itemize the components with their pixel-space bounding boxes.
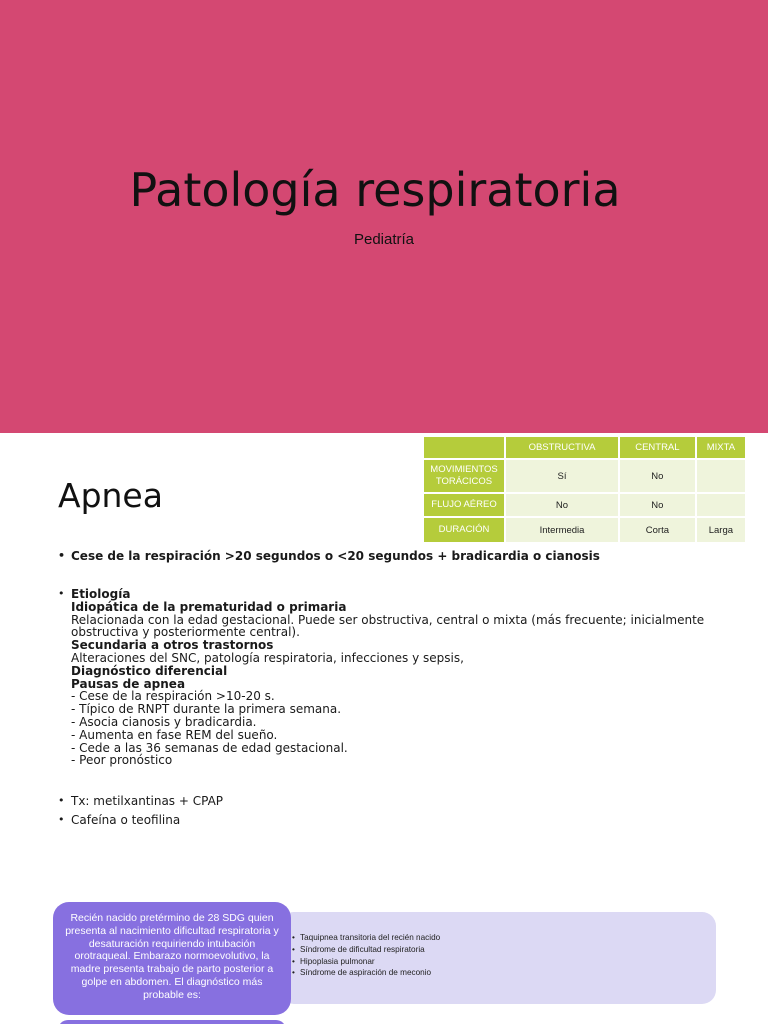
pausas-item: - Aumenta en fase REM del sueño. xyxy=(71,727,278,742)
row-label: DURACIÓN xyxy=(423,517,505,543)
bullet-definition xyxy=(58,549,600,563)
table-header-cell xyxy=(423,436,505,459)
table-header-cell: OBSTRUCTIVA xyxy=(505,436,619,459)
option-item: • Hipoplasia pulmonar xyxy=(292,956,440,968)
slide-title-apnea: Apnea xyxy=(58,476,163,515)
presentation-subtitle: Pediatría xyxy=(353,231,415,248)
question-box: Recién nacido pretérmino de 28 SDG quien presenta al nacimiento dificultad respiratoria y desaturación requiriendo intubación orotraqueal. Embarazo normoevolutivo, la madre presenta trabajo de parto posterior a golpe en abdomen. El diagnóstico más probable es: xyxy=(53,902,291,1015)
pausas-heading: Pausas de apnea xyxy=(71,676,186,691)
table-row xyxy=(423,517,746,543)
bullet-icon: • xyxy=(58,587,65,600)
table-cell: No xyxy=(619,493,696,517)
bullet-icon: • xyxy=(58,794,65,807)
table-cell: Intermedia xyxy=(505,517,619,543)
table-cell xyxy=(696,493,746,517)
table-row xyxy=(423,493,746,517)
row-label: MOVIMIENTOS TORÁCICOS xyxy=(423,459,505,493)
option-item: • Síndrome de aspiración de meconio xyxy=(292,967,440,979)
table-cell: Corta xyxy=(619,517,696,543)
secundaria-heading: Secundaria a otros trastornos xyxy=(71,638,274,653)
table-cell: Larga xyxy=(696,517,746,543)
apnea-types-table xyxy=(422,435,747,544)
table-header-cell: CENTRAL xyxy=(619,436,696,459)
bullet-text: Cese de la respiración >20 segundos o <20 segundos + bradicardia o cianosis xyxy=(71,549,600,563)
bullet-tx xyxy=(58,794,223,808)
presentation-title: Patología respiratoria xyxy=(129,163,621,217)
pausas-item: - Peor pronóstico xyxy=(71,753,173,768)
etiologia-heading: Etiología xyxy=(71,587,131,601)
option-item: • Taquipnea transitoria del recién nacido xyxy=(292,932,440,944)
table-header-row xyxy=(423,436,746,459)
next-question-box xyxy=(58,1020,286,1024)
idiopatica-heading: Idiopática de la prematuridad o primaria xyxy=(71,599,347,614)
option-item: • Síndrome de dificultad respiratoria xyxy=(292,944,440,956)
title-slide xyxy=(0,0,768,433)
options-list xyxy=(292,932,440,979)
bullet-etiologia xyxy=(58,588,758,767)
pausas-item: - Cede a las 36 semanas de edad gestacional. xyxy=(71,740,348,755)
pausas-item: - Cese de la respiración >10-20 s. xyxy=(71,689,275,704)
row-label: FLUJO AÉREO xyxy=(423,493,505,517)
table-cell: Sí xyxy=(505,459,619,493)
table-header-cell: MIXTA xyxy=(696,436,746,459)
bullet-icon: • xyxy=(58,813,65,826)
bullet-icon: • xyxy=(58,549,66,562)
pausas-item: - Asocia cianosis y bradicardia. xyxy=(71,714,257,729)
table-cell: No xyxy=(619,459,696,493)
bullet-text: Cafeína o teofilina xyxy=(71,813,181,827)
table-cell: No xyxy=(505,493,619,517)
table-cell xyxy=(696,459,746,493)
idiopatica-text: Relacionada con la edad gestacional. Puede ser obstructiva, central o mixta (más frecuente; inicialmente obstructiva y posteriormente central). xyxy=(71,612,705,640)
dx-diferencial-heading: Diagnóstico diferencial xyxy=(71,663,228,678)
bullet-text: Tx: metilxantinas + CPAP xyxy=(71,794,224,808)
pausas-item: - Típico de RNPT durante la primera semana. xyxy=(71,702,342,717)
bullet-cafeina xyxy=(58,813,180,827)
secundaria-text: Alteraciones del SNC, patología respiratoria, infecciones y sepsis, xyxy=(71,650,464,665)
table-row xyxy=(423,459,746,493)
